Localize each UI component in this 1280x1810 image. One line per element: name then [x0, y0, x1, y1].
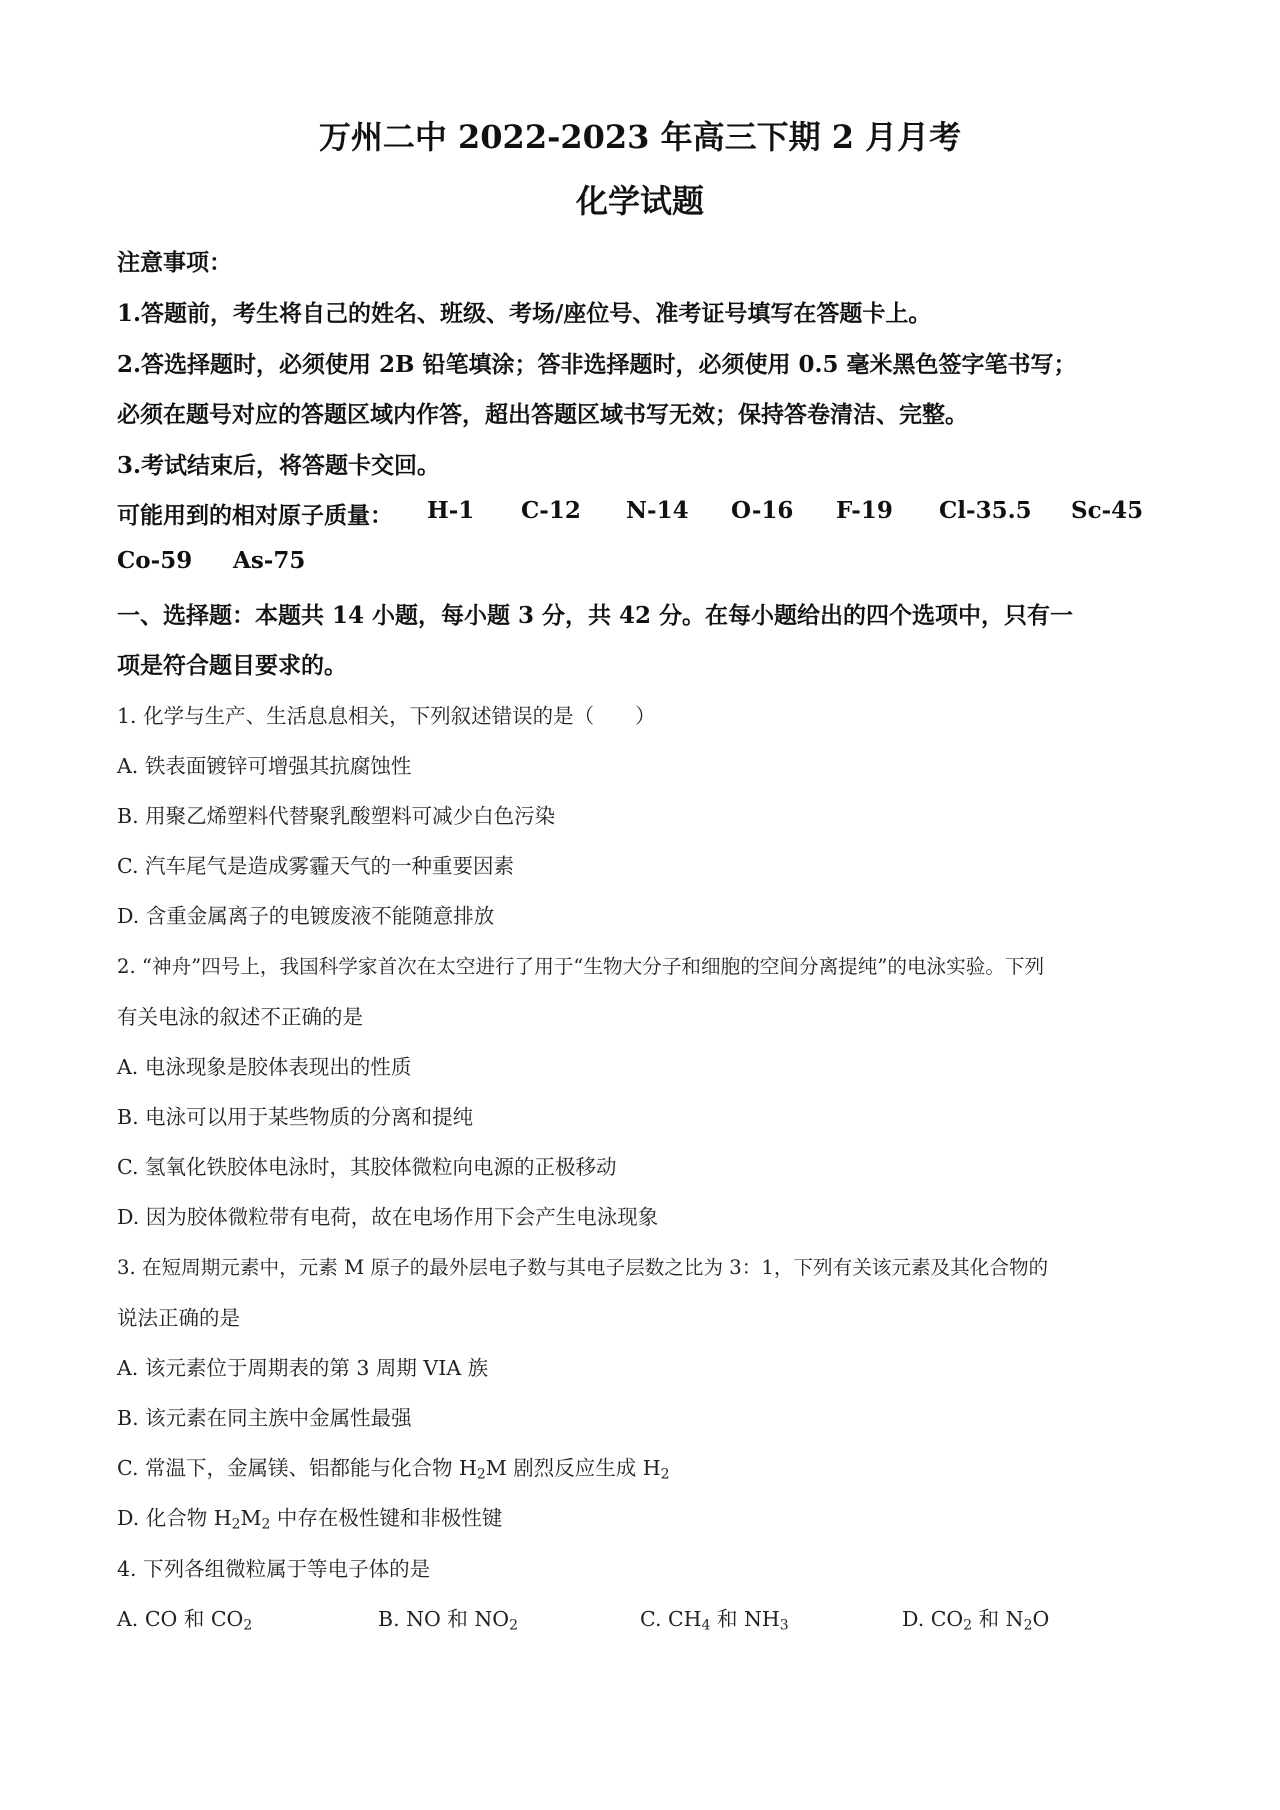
exam-title: 万州二中 2022-2023 年高三下期 2 月月考: [318, 118, 962, 156]
question-2-option-c: C. 氢氧化铁胶体电泳时，其胶体微粒向电源的正极移动: [117, 1155, 617, 1179]
atomic-mass-item: C-12: [521, 497, 581, 524]
question-4-stem: 4. 下列各组微粒属于等电子体的是: [117, 1557, 431, 1581]
notice-item-2-line-2: 必须在题号对应的答题区域内作答，超出答题区域书写无效；保持答卷清洁、完整。: [117, 401, 968, 428]
question-2-option-a: A. 电泳现象是胶体表现出的性质: [117, 1055, 412, 1079]
atomic-mass-item: Cl-35.5: [939, 497, 1032, 524]
atomic-mass-item: H-1: [427, 497, 475, 524]
question-4-option-b: B. NO 和 $NO_2$: [378, 1607, 518, 1634]
question-4-option-a: A. CO 和 $CO_2$: [117, 1607, 253, 1634]
question-2-option-b: B. 电泳可以用于某些物质的分离和提纯: [117, 1105, 474, 1129]
atomic-mass-item: As-75: [233, 547, 306, 574]
atomic-mass-item: O-16: [731, 497, 794, 524]
question-1-option-c: C. 汽车尾气是造成雾霾天气的一种重要因素: [117, 854, 514, 878]
atomic-mass-item: N-14: [626, 497, 689, 524]
question-3-option-c: C. 常温下，金属镁、铝都能与化合物 $H_2M$ 剧烈反应生成 $H_2$: [117, 1456, 670, 1483]
question-1-stem: 1. 化学与生产、生活息息相关，下列叙述错误的是（ ）: [117, 704, 656, 728]
atomic-mass-item: F-19: [836, 497, 893, 524]
notice-item-1: 1.答题前，考生将自己的姓名、班级、考场/座位号、准考证号填写在答题卡上。: [117, 300, 932, 327]
question-4-option-c: C. $CH_4$ 和 $NH_3$: [640, 1607, 789, 1634]
question-3-option-a: A. 该元素位于周期表的第 3 周期 VIA 族: [117, 1356, 489, 1380]
question-4-option-d: D. $CO_2$ 和 $N_2O$: [902, 1607, 1050, 1634]
atomic-mass-item: Sc-45: [1071, 497, 1144, 524]
question-2-stem-line-2: 有关电泳的叙述不正确的是: [117, 1005, 363, 1029]
question-1-option-b: B. 用聚乙烯塑料代替聚乳酸塑料可减少白色污染: [117, 804, 556, 828]
question-2-stem-line-1: 2. “神舟”四号上，我国科学家首次在太空进行了用于“生物大分子和细胞的空间分离提纯”的电泳实验。下列: [117, 955, 1045, 978]
notice-heading: 注意事项：: [117, 249, 232, 276]
question-3-option-b: B. 该元素在同主族中金属性最强: [117, 1406, 412, 1430]
question-3-stem-line-1: 3. 在短周期元素中，元素 M 原子的最外层电子数与其电子层数之比为 3：1，下列有关该元素及其化合物的: [117, 1256, 1049, 1279]
notice-item-3: 3.考试结束后，将答题卡交回。: [117, 452, 441, 479]
atomic-mass-label: 可能用到的相对原子质量：: [117, 502, 393, 529]
exam-subtitle: 化学试题: [575, 182, 704, 220]
section-heading-line-1: 一、选择题：本题共 14 小题，每小题 3 分，共 42 分。在每小题给出的四个选项中，只有一: [117, 602, 1074, 629]
question-2-option-d: D. 因为胶体微粒带有电荷，故在电场作用下会产生电泳现象: [117, 1205, 659, 1229]
atomic-mass-item: Co-59: [117, 547, 193, 574]
question-1-option-d: D. 含重金属离子的电镀废液不能随意排放: [117, 904, 495, 928]
question-3-option-d: D. 化合物 $H_2M_2$ 中存在极性键和非极性键: [117, 1506, 503, 1533]
notice-item-2-line-1: 2.答选择题时，必须使用 2B 铅笔填涂；答非选择题时，必须使用 0.5 毫米黑色签字笔书写；: [117, 351, 1077, 378]
question-3-stem-line-2: 说法正确的是: [117, 1306, 240, 1330]
question-1-option-a: A. 铁表面镀锌可增强其抗腐蚀性: [117, 754, 412, 778]
section-heading-line-2: 项是符合题目要求的。: [117, 652, 347, 679]
